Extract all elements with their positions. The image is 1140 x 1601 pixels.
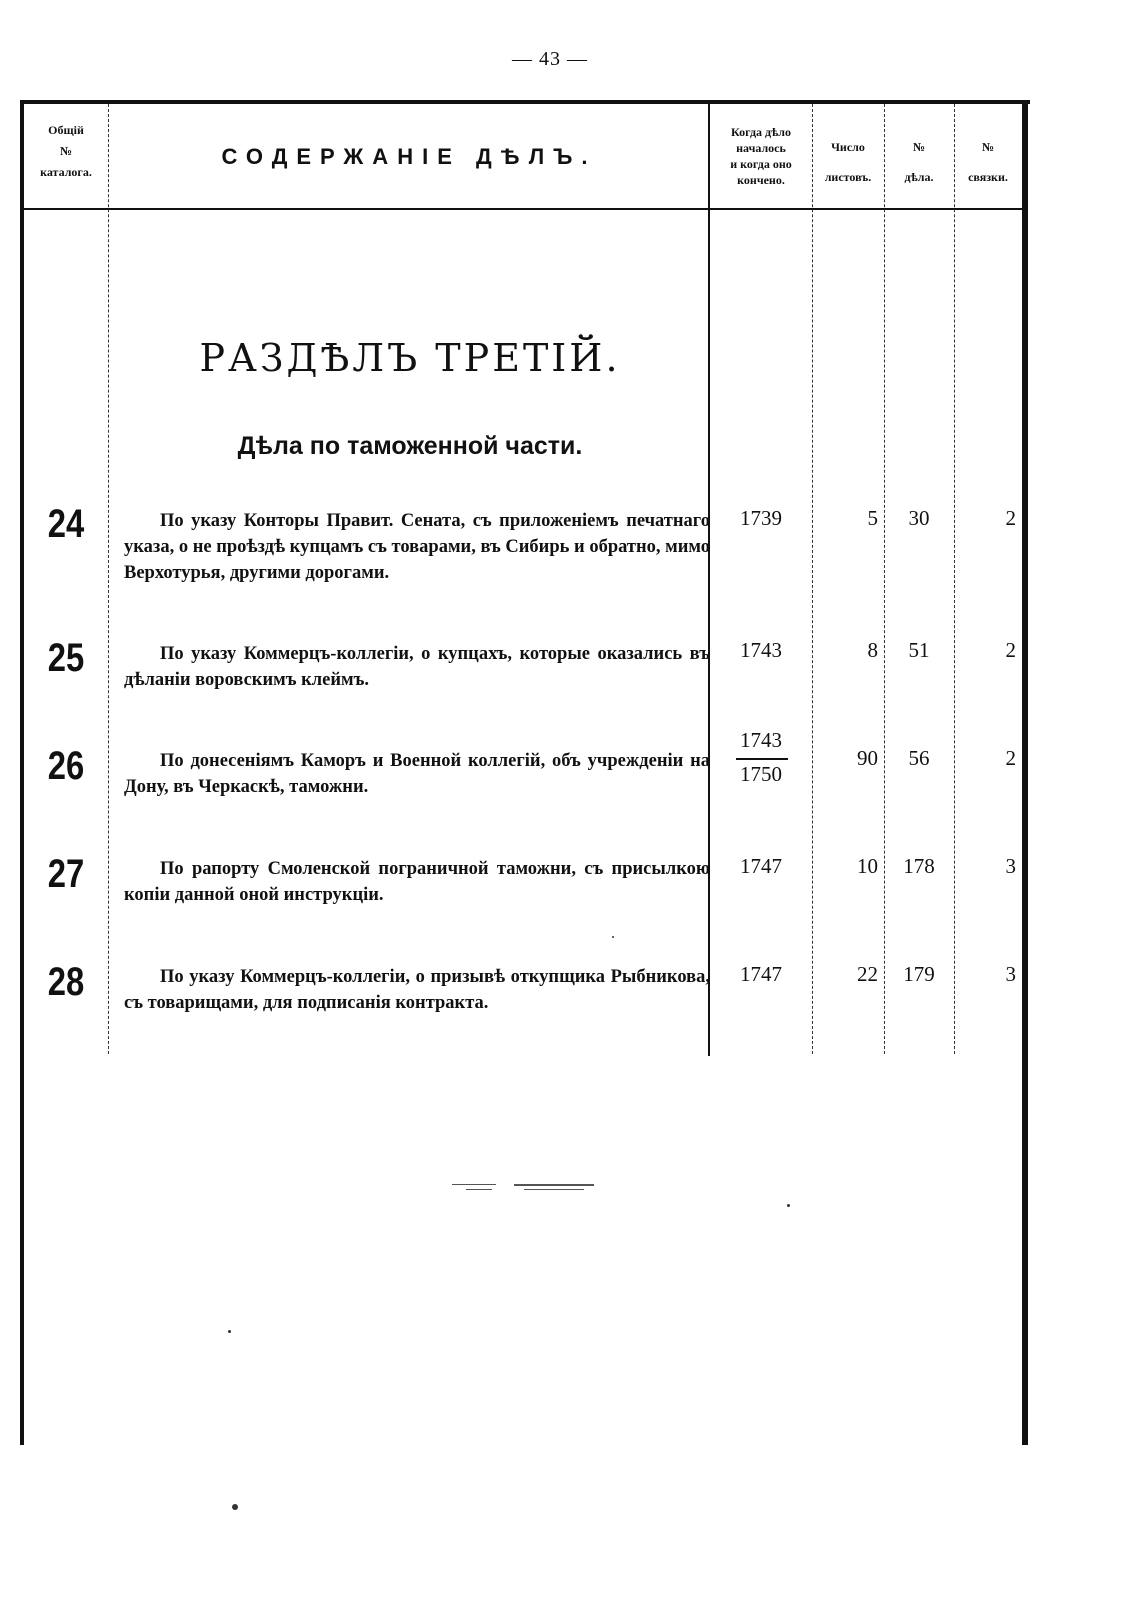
entry-year-start: 1743 (740, 728, 782, 752)
header-case-no: № дѣла. (904, 140, 934, 184)
entry-number: 26 (47, 744, 85, 788)
entry-sheets: 8 (867, 638, 878, 662)
entry-year: 1747 (740, 854, 782, 878)
header-contents-title: СОДЕРЖАНІЕ ДѢЛЪ. (221, 144, 597, 169)
entry-case-no: 56 (908, 746, 930, 770)
entry-number: 27 (47, 852, 85, 896)
entry-description: По указу Коммерцъ-коллегіи, о призывѣ откупщика Рыбникова, съ товарищами, для подписанія контракта. (124, 967, 710, 1013)
entry-sheets: 5 (867, 506, 878, 530)
entry-bundle-no: 2 (1005, 506, 1016, 530)
entry-bundle-no: 2 (1005, 746, 1016, 770)
entry-number: 24 (47, 502, 85, 546)
header-date-range: Когда дѣло началось и когда оно кончено. (730, 125, 792, 187)
entry-sheets: 22 (857, 962, 878, 986)
print-speck (612, 936, 614, 938)
entry-case-no: 51 (908, 638, 930, 662)
entry-bundle-no: 2 (1005, 638, 1016, 662)
header-catalog-no: Общій № каталога. (40, 123, 92, 179)
entry-case-no: 179 (903, 962, 935, 986)
entry-case-no: 30 (908, 506, 930, 530)
header-sheets: Число листовъ. (824, 140, 872, 184)
print-speck (232, 1504, 238, 1510)
entry-description: По указу Коммерцъ-коллегіи, о купцахъ, которые оказались въ дѣланіи воровскимъ клеймъ. (124, 644, 710, 690)
entry-year: 1747 (740, 962, 782, 986)
entry-year: 1739 (740, 506, 782, 530)
entry-sheets: 90 (857, 746, 878, 770)
entry-number: 28 (47, 960, 85, 1004)
header-bundle-no: № связки. (968, 140, 1008, 184)
entry-case-no: 178 (903, 854, 935, 878)
year-fraction-line (736, 758, 788, 760)
print-speck (228, 1330, 231, 1333)
page-number: — 43 — (512, 48, 588, 70)
entry-sheets: 10 (857, 854, 878, 878)
section-title: РАЗДѢЛЪ ТРЕТІЙ. (199, 336, 621, 380)
entry-year-end: 1750 (740, 762, 782, 786)
entry-bundle-no: 3 (1005, 962, 1016, 986)
print-speck (787, 1204, 790, 1207)
entry-description: По донесеніямъ Каморъ и Военной коллегій, объ учрежденіи на Дону, въ Черкаскѣ, таможни. (124, 751, 710, 797)
section-subtitle: Дѣла по таможенной части. (237, 432, 583, 460)
entry-description: По указу Конторы Правит. Сената, съ приложеніемъ печатнаго указа, о не проѣздѣ купцамъ съ товарами, въ Сибирь и обратно, мимо Верхотурья, другими дорогами. (124, 511, 710, 583)
entry-description: По рапорту Смоленской пограничной таможни, съ присылкою копіи данной оной инструкціи. (124, 859, 710, 905)
entry-year: 1743 (740, 638, 782, 662)
entry-number: 25 (47, 636, 85, 680)
entry-bundle-no: 3 (1005, 854, 1016, 878)
